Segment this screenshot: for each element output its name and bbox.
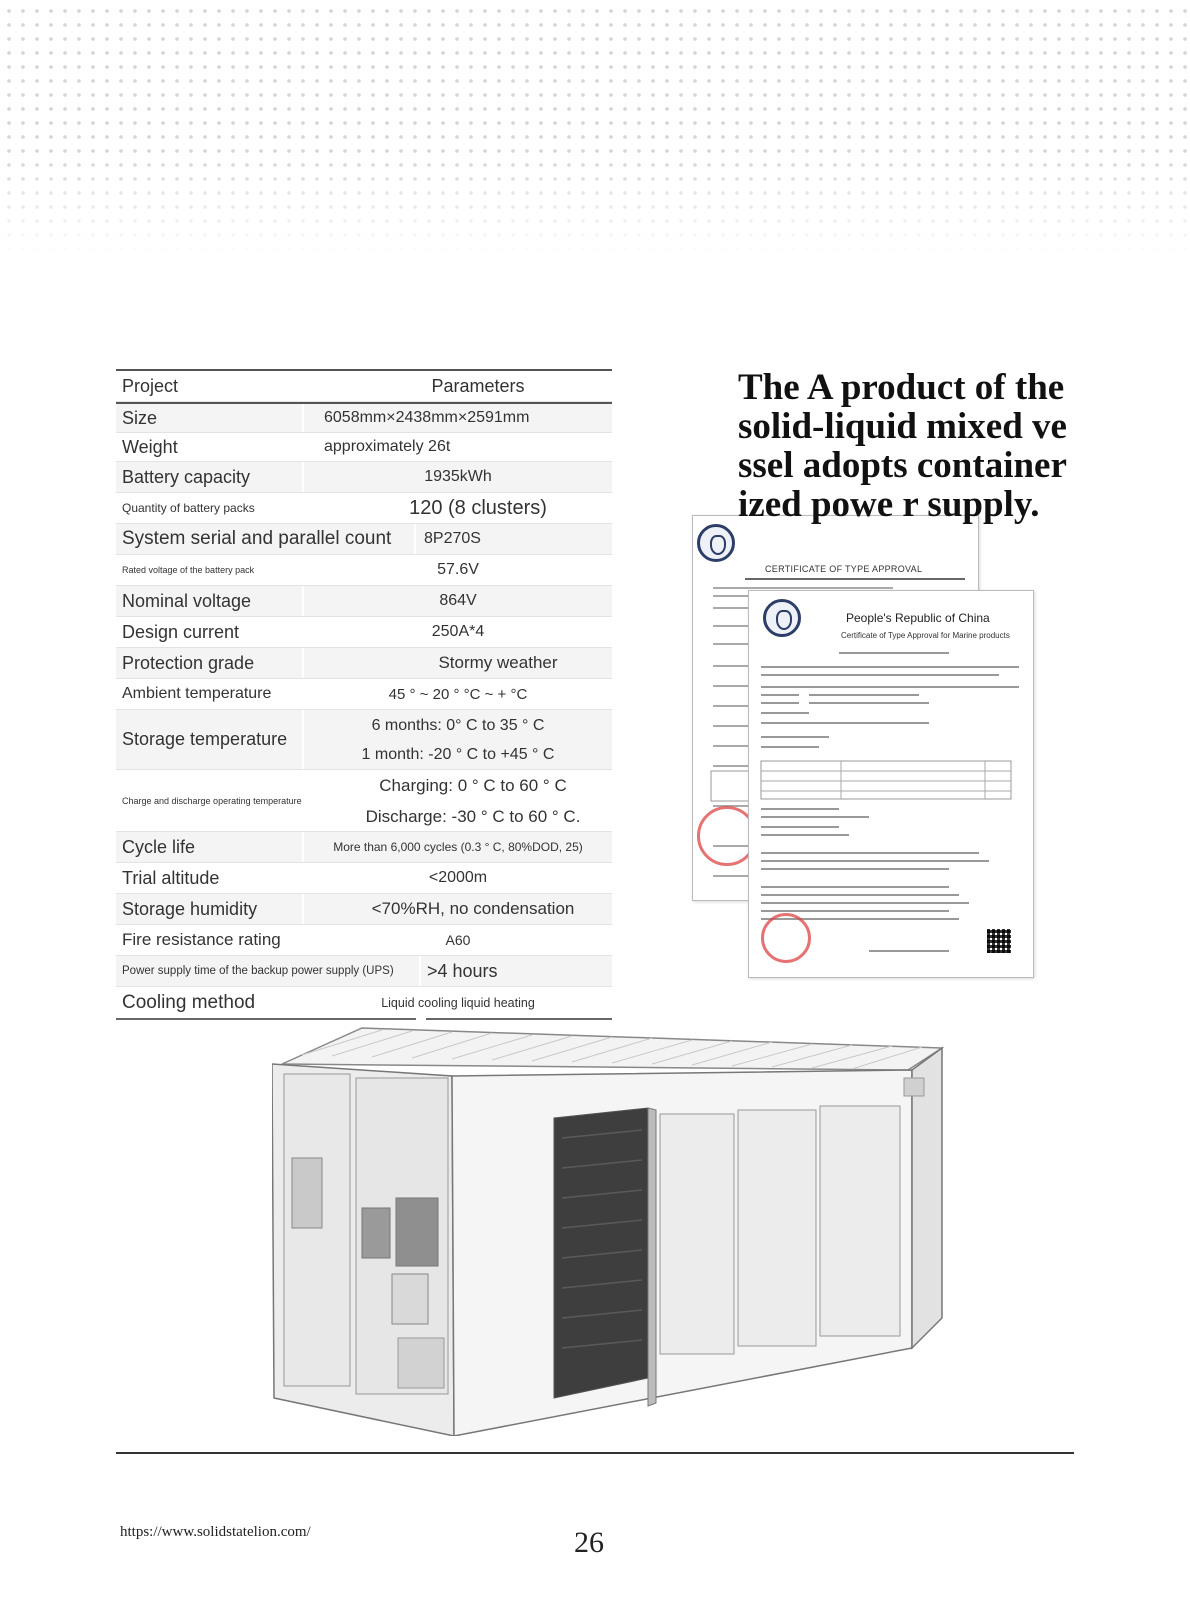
- table-row-cooling-method: [116, 987, 612, 1018]
- table-row-fire-resistance: [116, 925, 612, 956]
- row-key: Cycle life: [116, 832, 304, 862]
- page-number: 26: [574, 1526, 604, 1559]
- row-value: Stormy weather: [438, 653, 558, 672]
- row-value: [304, 770, 612, 831]
- row-value: More than 6,000 cycles (0.3 ° C, 80%DOD, 25): [333, 840, 583, 854]
- table-row-rated-voltage: [116, 555, 612, 586]
- row-value: 57.6V: [437, 561, 479, 578]
- row-key: Design current: [116, 617, 304, 647]
- row-value-line2: Discharge: -30 ° C to 60 ° C.: [365, 806, 581, 826]
- row-key: Ambient temperature: [116, 679, 304, 709]
- row-key: Trial altitude: [116, 863, 304, 893]
- table-row-nominal-voltage: [116, 586, 612, 617]
- row-value: <70%RH, no condensation: [371, 899, 575, 918]
- row-key: Fire resistance rating: [116, 925, 304, 955]
- row-value: 45 ° ~ 20 ° °C ~ + °C: [388, 685, 528, 703]
- table-row-cycle-life: [116, 832, 612, 863]
- row-key: Battery capacity: [116, 462, 304, 492]
- row-key: Rated voltage of the battery pack: [116, 555, 304, 585]
- row-value: 1935kWh: [424, 468, 492, 485]
- row-value: [304, 710, 612, 769]
- certificate-country: People's Republic of China: [846, 611, 990, 625]
- table-header-row: [116, 371, 612, 402]
- row-key: Cooling method: [116, 987, 304, 1018]
- table-row-ups-time: [116, 956, 612, 987]
- row-value-line1: Charging: 0 ° C to 60 ° C: [379, 775, 567, 795]
- row-key: Quantity of battery packs: [116, 493, 304, 523]
- red-seal-icon: [761, 913, 811, 963]
- table-row-battery-capacity: [116, 462, 612, 493]
- row-key: System serial and parallel count: [116, 524, 416, 554]
- row-key: Nominal voltage: [116, 586, 304, 616]
- row-value: 250A*4: [431, 623, 485, 640]
- row-key: Charge and discharge operating temperature: [116, 770, 304, 831]
- row-key: Size: [116, 404, 304, 432]
- row-key: Power supply time of the backup power supply (UPS): [116, 956, 421, 986]
- row-key: Protection grade: [116, 648, 304, 678]
- table-row-battery-packs: [116, 493, 612, 524]
- certificate-marine-products: [748, 590, 1034, 978]
- dot-pattern-fade: [0, 150, 1190, 260]
- row-value-line2: 1 month: -20 ° C to +45 ° C: [361, 745, 555, 763]
- row-value: A60: [445, 932, 471, 948]
- headline: The A product of the solid-liquid mixed vessel adopts containerized powe r supply.: [738, 367, 1067, 525]
- website-url[interactable]: https://www.solidstatelion.com/: [120, 1524, 311, 1540]
- container-battery-illustration: [272, 1018, 952, 1436]
- row-value: approximately 26t: [324, 438, 451, 455]
- row-value: 8P270S: [424, 530, 481, 547]
- table-row-storage-humidity: [116, 894, 612, 925]
- row-value: 864V: [439, 592, 477, 609]
- row-value: <2000m: [428, 869, 488, 886]
- table-row-ambient-temperature: [116, 679, 612, 710]
- table-row-storage-temperature: [116, 710, 612, 770]
- table-row-design-current: [116, 617, 612, 648]
- table-row-trial-altitude: [116, 863, 612, 894]
- row-key: Storage temperature: [116, 710, 304, 769]
- row-value-line1: 6 months: 0° C to 35 ° C: [371, 716, 545, 734]
- row-value: >4 hours: [427, 960, 498, 981]
- header-project: Project: [116, 371, 304, 401]
- qr-code-icon: [987, 929, 1011, 953]
- table-row-charge-discharge-temperature: [116, 770, 612, 832]
- table-row-protection-grade: [116, 648, 612, 679]
- spec-table: [116, 369, 612, 1020]
- certificate-title: CERTIFICATE OF TYPE APPROVAL: [765, 564, 923, 574]
- row-value: 120 (8 clusters): [409, 496, 547, 519]
- table-row-size: [116, 404, 612, 433]
- certificate-subtitle: Certificate of Type Approval for Marine products: [841, 631, 1010, 640]
- row-key: Storage humidity: [116, 894, 304, 924]
- row-value: Liquid cooling liquid heating: [381, 995, 535, 1010]
- footer-rule: [116, 1452, 1074, 1454]
- header-parameters: Parameters: [431, 375, 525, 396]
- row-key: Weight: [116, 433, 304, 461]
- row-value: 6058mm×2438mm×2591mm: [324, 409, 530, 426]
- table-row-serial-parallel: [116, 524, 612, 555]
- table-row-weight: [116, 433, 612, 462]
